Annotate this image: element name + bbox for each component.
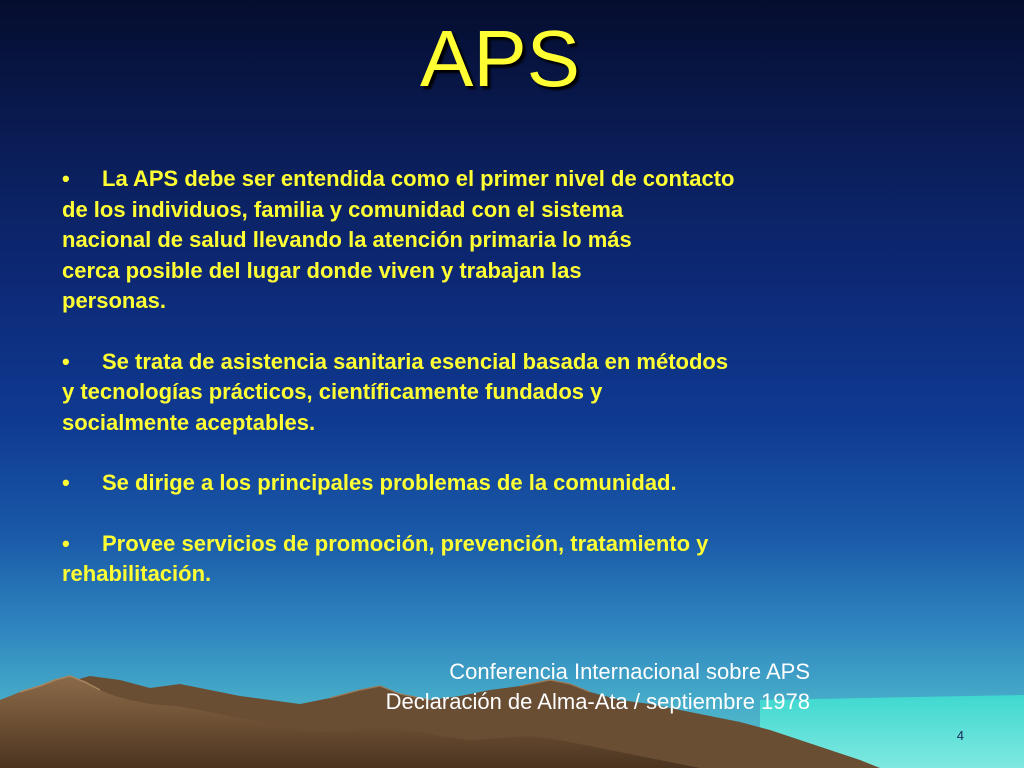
bullet-list [62,164,862,620]
bullet-line: cerca posible del lugar donde viven y trabajan las [62,257,582,283]
bullet-line: • La APS debe ser entendida como el primer nivel de contacto [62,164,862,195]
bullet-line: nacional de salud llevando la atención primaria lo más [62,227,632,252]
bullet-item [62,529,862,590]
bullet-line: • Se trata de asistencia sanitaria esencial basada en métodos [62,347,862,378]
source-citation [386,657,810,717]
bullet-marker: • [62,348,70,374]
bullet-item [62,164,862,317]
bullet-line: personas. [62,288,166,313]
bullet-marker: • [62,166,70,191]
bullet-marker: • [62,470,70,495]
bullet-item [62,468,862,499]
bullet-line: rehabilitación. [62,561,212,586]
bullet-line: socialmente aceptables. [62,409,316,435]
page-number: 4 [956,728,964,743]
source-line-1: Conferencia Internacional sobre APS [449,659,810,684]
bullet-line: y tecnologías prácticos, científicamente fundados y [62,379,603,404]
bullet-line: de los individuos, familia y comunidad con el sistema [62,196,624,222]
bullet-item [62,347,862,439]
bullet-line: • Se dirige a los principales problemas de la comunidad. [62,468,862,499]
bullet-line: • Provee servicios de promoción, prevención, tratamiento y [62,529,862,560]
bullet-marker: • [62,530,70,556]
source-line-2: Declaración de Alma-Ata / septiembre 1978 [385,689,810,714]
slide-title: APS [419,14,581,103]
